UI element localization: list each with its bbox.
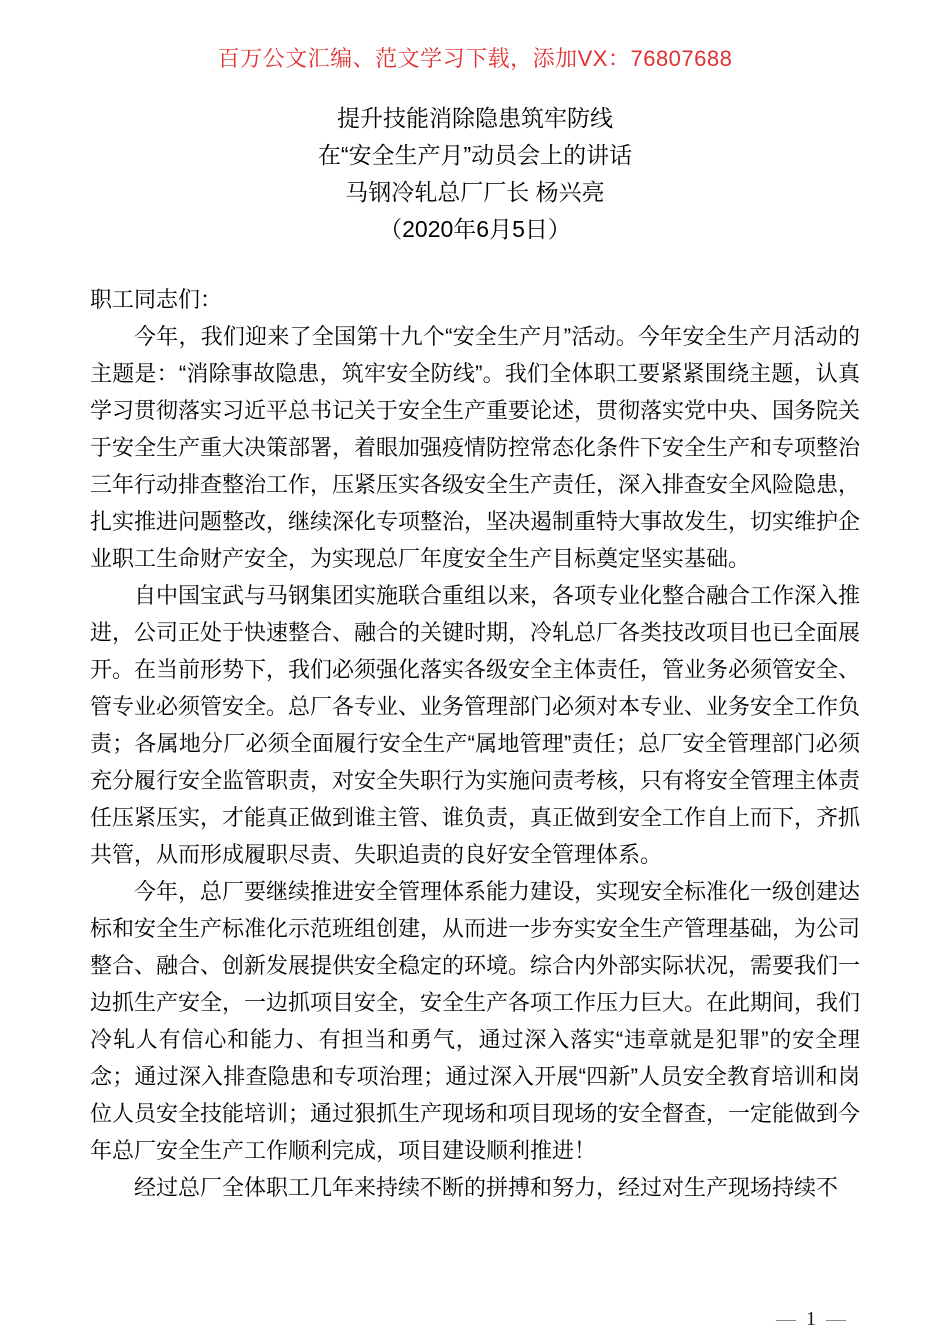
paragraph: 自中国宝武与马钢集团实施联合重组以来，各项专业化整合融合工作深入推进，公司正处于快速整合、融合的关键时期，冷轧总厂各类技改项目也已全面展开。在当前形势下，我们必须强化落实各级安全主体责任，管业务必须管安全、管专业必须管安全。总厂各专业、业务管理部门必须对本专业、业务安全工作负责；各属地分厂必须全面履行安全生产“属地管理”责任；总厂安全管理部门必须充分履行安全监管职责，对安全失职行为实施问责考核，只有将安全管理主体责任压紧压实，才能真正做到谁主管、谁负责，真正做到安全工作自上而下，齐抓共管，从而形成履职尽责、失职追责的良好安全管理体系。 — [90, 583, 861, 867]
doc-subtitle: 在“安全生产月”动员会上的讲话 — [317, 142, 633, 168]
page-number-value: 1 — [806, 1308, 816, 1330]
paragraph: 今年，总厂要继续推进安全管理体系能力建设，实现安全标准化一级创建达标和安全生产标准化示范班组创建，从而进一步夯实安全生产管理基础，为公司整合、融合、创新发展提供安全稳定的环境。综合内外部实际状况，需要我们一边抓生产安全，一边抓项目安全，安全生产各项工作压力巨大。在此期间，我们冷轧人有信心和能力、有担当和勇气，通过深入落实“违章就是犯罪”的安全理念；通过深入排查隐患和专项治理；通过深入开展“四新”人员安全教育培训和岗位人员安全技能培训；通过狠抓生产现场和项目现场的安全督查，一定能做到今年总厂安全生产工作顺利完成，项目建设顺利推进！ — [90, 879, 861, 1163]
doc-title: 提升技能消除隐患筑牢防线 — [337, 105, 613, 131]
doc-author: 马钢冷轧总厂厂长 杨兴亮 — [345, 179, 605, 205]
page-number-left-dash: — — [776, 1308, 796, 1330]
page-number — [776, 1308, 846, 1330]
doc-date: （2020年6月5日） — [379, 216, 571, 242]
salutation: 职工同志们： — [90, 287, 223, 312]
page-number-right-dash: — — [826, 1308, 846, 1330]
paragraph: 今年，我们迎来了全国第十九个“安全生产月”活动。今年安全生产月活动的主题是：“消除事故隐患，筑牢安全防线”。我们全体职工要紧紧围绕主题，认真学习贯彻落实习近平总书记关于安全生产重要论述，贯彻落实党中央、国务院关于安全生产重大决策部署，着眼加强疫情防控常态化条件下安全生产和专项整治三年行动排查整治工作，压紧压实各级安全生产责任，深入排查安全风险隐患，扎实推进问题整改，继续深化专项整治，坚决遏制重特大事故发生，切实维护企业职工生命财产安全，为实现总厂年度安全生产目标奠定坚实基础。 — [90, 324, 861, 571]
paragraph: 经过总厂全体职工几年来持续不断的拼搏和努力，经过对生产现场持续不 — [134, 1175, 839, 1200]
promo-banner: 百万公文汇编、范文学习下载，添加VX：76807688 — [217, 46, 733, 71]
document-body — [90, 281, 860, 1206]
title-block — [0, 100, 950, 248]
